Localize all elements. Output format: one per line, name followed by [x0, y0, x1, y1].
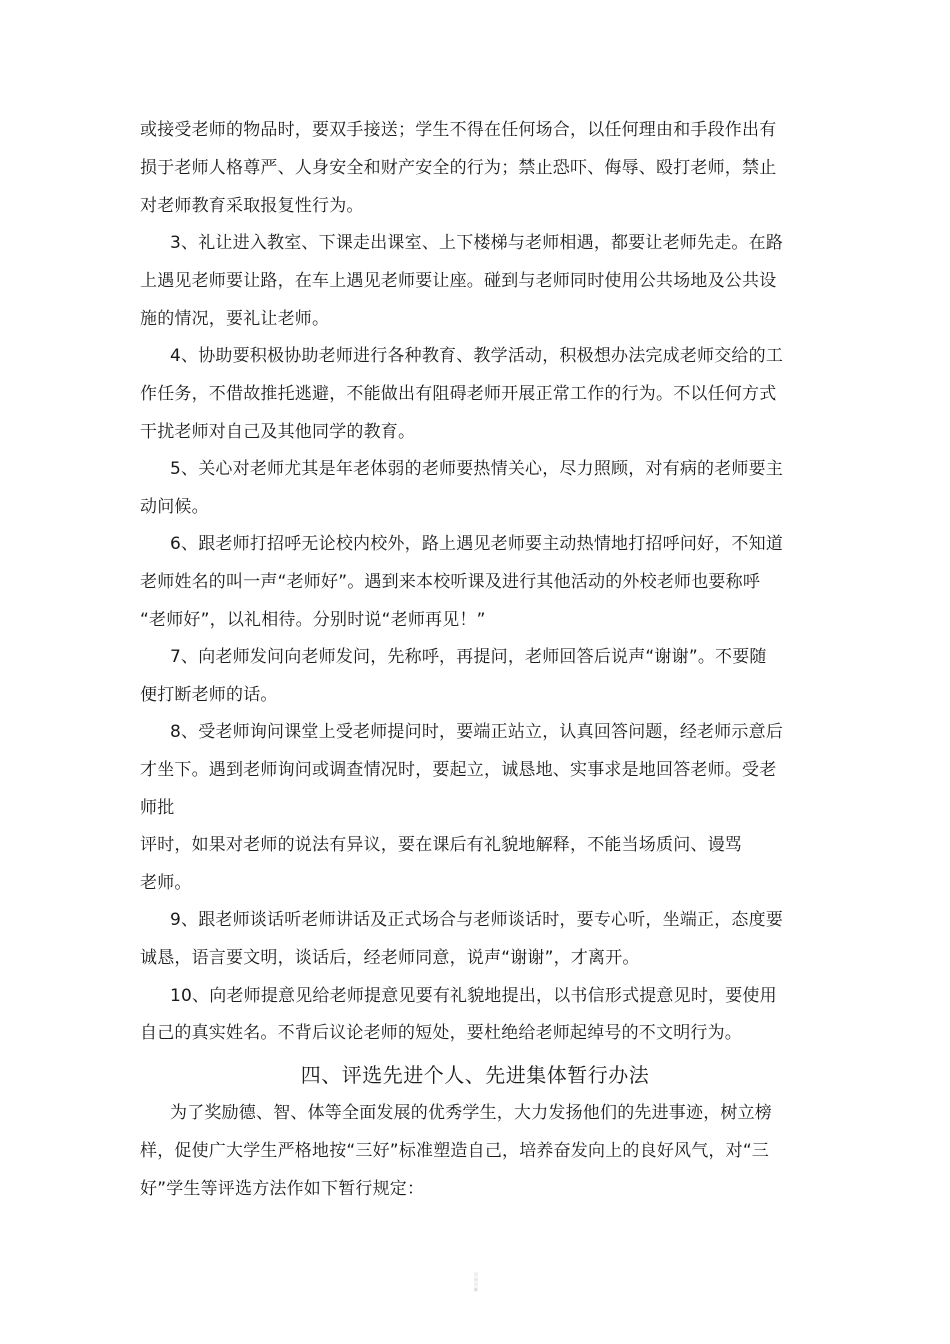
body-line: 老师姓名的叫一声“老师好”。遇到来本校听课及进行其他活动的外校老师也要称呼	[140, 572, 761, 592]
body-line: 才坐下。遇到老师询问或调查情况时，要起立，诚恳地、实事求是地回答老师。受老	[140, 760, 777, 780]
body-line: 评时，如果对老师的说法有异议，要在课后有礼貌地解释，不能当场质问、谩骂	[140, 835, 742, 855]
body-line: 施的情况，要礼让老师。	[140, 309, 330, 329]
body-line: 或接受老师的物品时，要双手接送；学生不得在任何场合，以任何理由和手段作出有	[140, 120, 777, 140]
body-line: 动问候。	[140, 497, 209, 517]
body-line: 损于老师人格尊严、人身安全和财产安全的行为；禁止恐吓、侮辱、殴打老师，禁止	[140, 158, 777, 178]
list-item-line: 10、向老师提意见给老师提意见要有礼貌地提出，以书信形式提意见时，要使用	[170, 986, 777, 1006]
body-line: 师批	[140, 798, 175, 818]
body-line: “老师好”，以礼相待。分别时说“老师再见！”	[140, 610, 486, 630]
list-item-line: 4、协助要积极协助老师进行各种教育、教学活动，积极想办法完成老师交给的工	[170, 346, 784, 366]
list-item-line: 5、关心对老师尤其是年老体弱的老师要热情关心，尽力照顾，对有病的老师要主	[170, 459, 784, 479]
list-item-line: 6、跟老师打招呼无论校内校外，路上遇见老师要主动热情地打招呼问好，不知道	[170, 534, 784, 554]
list-item-line: 8、受老师询问课堂上受老师提问时，要端正站立，认真回答问题，经老师示意后	[170, 722, 784, 742]
body-line: 老师。	[140, 873, 192, 893]
list-item-line: 3、礼让进入教室、下课走出课室、上下楼梯与老师相遇，都要让老师先走。在路	[170, 233, 784, 253]
body-line: 自己的真实姓名。不背后议论老师的短处，要杜绝给老师起绰号的不文明行为。	[140, 1023, 742, 1043]
body-line: 对老师教育采取报复性行为。	[140, 196, 364, 216]
list-item-line: 7、向老师发问向老师发问，先称呼，再提问，老师回答后说声“谢谢”。不要随	[170, 647, 767, 667]
paragraph-line: 为了奖励德、智、体等全面发展的优秀学生，大力发扬他们的先进事迹，树立榜	[170, 1103, 772, 1123]
list-item-line: 9、跟老师谈话听老师讲话及正式场合与老师谈话时，要专心听，坐端正，态度要	[170, 910, 784, 930]
body-line: 样，促使广大学生严格地按“三好”标准塑造自己，培养奋发向上的良好风气，对“三	[140, 1141, 770, 1161]
body-line: 作任务，不借故推托逃避，不能做出有阻碍老师开展正常工作的行为。不以任何方式	[140, 384, 777, 404]
body-line: 干扰老师对自己及其他同学的教育。	[140, 422, 416, 442]
body-line: 便打断老师的话。	[140, 685, 278, 705]
section-heading: 四、评选先进个人、先进集体暂行办法	[300, 1063, 650, 1087]
footer-watermark: 页眉页脚	[474, 1272, 478, 1292]
body-line: 好”学生等评选方法作如下暂行规定：	[140, 1179, 425, 1199]
body-line: 诚恳，语言要文明，谈话后，经老师同意，说声“谢谢”，才离开。	[140, 948, 640, 968]
body-line: 上遇见老师要让路，在车上遇见老师要让座。碰到与老师同时使用公共场地及公共设	[140, 271, 777, 291]
